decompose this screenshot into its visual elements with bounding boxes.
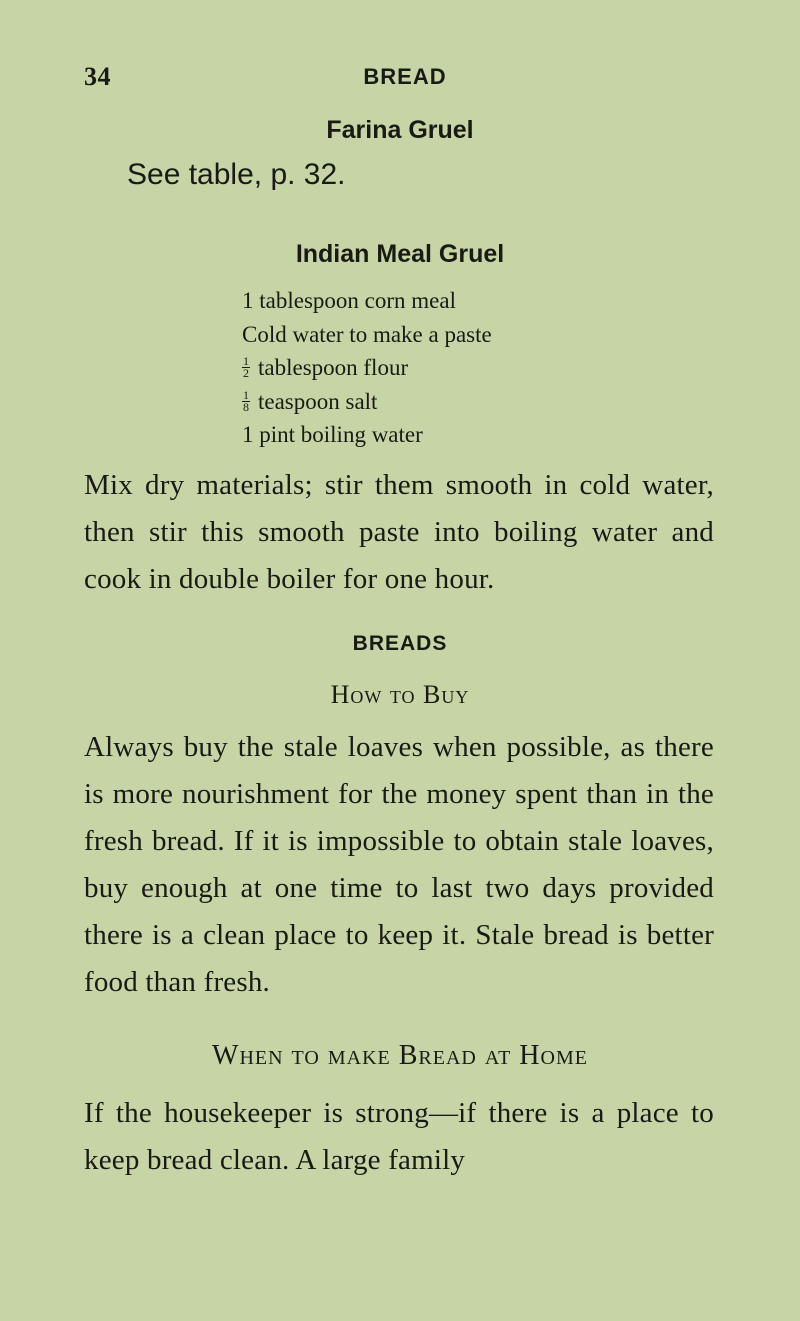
ingredient-item — [242, 418, 492, 452]
ingredient-text: 1 pint boiling water — [242, 422, 423, 447]
fraction-numerator: 1 — [243, 354, 249, 369]
ingredient-text: tablespoon flour — [258, 355, 409, 380]
fraction-half — [242, 356, 250, 379]
farina-reference: See table, p. 32. — [127, 158, 346, 191]
ingredient-item — [242, 284, 492, 318]
breads-section-heading: BREADS — [352, 632, 448, 655]
indian-meal-method: Mix dry materials; stir them smooth in cold water, then stir this smooth paste into boiling water and cook in double boiler for one hour. — [84, 469, 714, 595]
ingredient-item — [242, 318, 492, 352]
farina-gruel-title: Farina Gruel — [326, 116, 474, 144]
fraction-denominator: 2 — [243, 366, 249, 381]
ingredient-list — [242, 284, 492, 452]
indian-meal-gruel-title: Indian Meal Gruel — [295, 240, 505, 268]
when-to-make-bread-text: If the housekeeper is strong—if there is a place to keep bread clean. A large family — [84, 1097, 714, 1176]
when-to-make-bread-heading: When to make Bread at Home — [212, 1040, 588, 1071]
ingredient-text: teaspoon salt — [258, 388, 378, 414]
ingredient-text: Cold water to make a paste — [242, 321, 492, 347]
fraction-eighth — [242, 387, 250, 414]
ingredient-item — [242, 385, 492, 419]
page-number: 34 — [84, 62, 111, 91]
how-to-buy-heading: How to Buy — [330, 680, 470, 709]
running-title: BREAD — [363, 64, 447, 89]
fraction-denominator: 8 — [243, 399, 249, 414]
fraction-numerator: 1 — [243, 387, 249, 402]
ingredient-text: 1 tablespoon corn meal — [242, 288, 456, 313]
how-to-buy-text: Always buy the stale loaves when possible, as there is more nourishment for the money spent than in the fresh bread. If it is impossible to obtain stale loaves, buy enough at one time to last two days provided there is a clean place to keep it. Stale bread is better food than fresh. — [84, 731, 714, 998]
ingredient-item — [242, 351, 492, 385]
